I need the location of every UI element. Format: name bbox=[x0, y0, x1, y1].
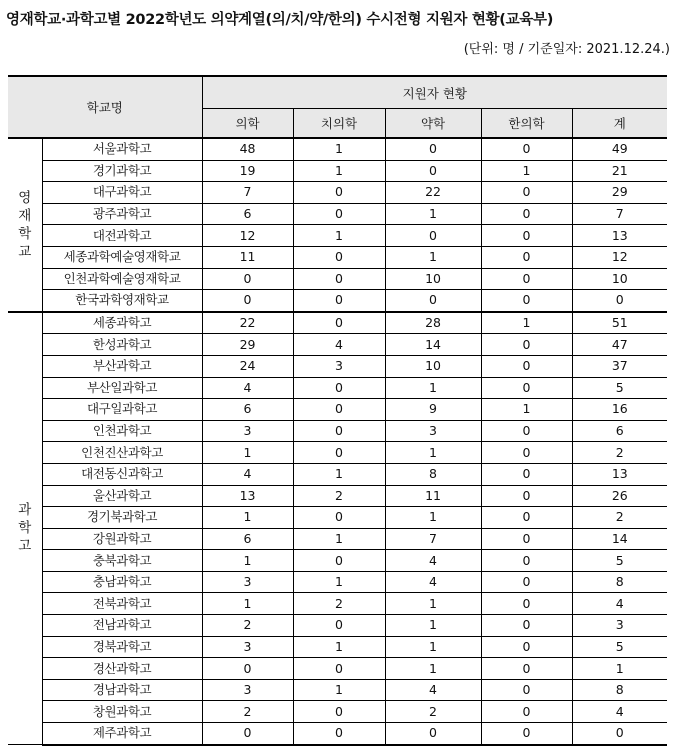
table-row bbox=[8, 571, 667, 593]
medicine-count-cell: 12 bbox=[202, 225, 293, 247]
oriental-medicine-count-cell: 0 bbox=[481, 636, 572, 658]
table-row bbox=[8, 442, 667, 464]
school-name-cell: 강원과학고 bbox=[42, 528, 202, 550]
oriental-medicine-count-cell: 0 bbox=[481, 203, 572, 225]
medicine-count-cell: 48 bbox=[202, 138, 293, 160]
total-count-cell: 29 bbox=[572, 182, 667, 204]
table-row bbox=[8, 507, 667, 529]
group-label-gifted-schools bbox=[8, 138, 42, 312]
medicine-count-cell: 7 bbox=[202, 182, 293, 204]
pharmacy-count-cell: 1 bbox=[385, 658, 481, 680]
table-row bbox=[8, 528, 667, 550]
table-row bbox=[8, 225, 667, 247]
total-count-cell: 51 bbox=[572, 312, 667, 334]
oriental-medicine-count-cell: 0 bbox=[481, 182, 572, 204]
unit-and-date-note: (단위: 명 / 기준일자: 2021.12.24.) bbox=[463, 42, 670, 57]
medicine-count-cell: 19 bbox=[202, 160, 293, 182]
document-title: 영재학교·과학고별 2022학년도 의약계열(의/치/약/한의) 수시전형 지원자 현황(교육부) bbox=[6, 12, 554, 28]
dentistry-count-cell: 0 bbox=[293, 399, 385, 421]
total-count-cell: 0 bbox=[572, 723, 667, 745]
oriental-medicine-count-cell: 0 bbox=[481, 593, 572, 615]
dentistry-count-cell: 0 bbox=[293, 420, 385, 442]
oriental-medicine-count-cell: 0 bbox=[481, 225, 572, 247]
oriental-medicine-count-cell: 0 bbox=[481, 377, 572, 399]
dentistry-count-cell: 0 bbox=[293, 507, 385, 529]
school-name-cell: 경기과학고 bbox=[42, 160, 202, 182]
oriental-medicine-count-cell: 0 bbox=[481, 615, 572, 637]
total-count-cell: 3 bbox=[572, 615, 667, 637]
table-row bbox=[8, 420, 667, 442]
pharmacy-count-cell: 8 bbox=[385, 463, 481, 485]
dentistry-count-cell: 3 bbox=[293, 355, 385, 377]
applicant-statistics-table bbox=[8, 75, 667, 746]
dentistry-count-cell: 0 bbox=[293, 268, 385, 290]
table-row bbox=[8, 246, 667, 268]
pharmacy-count-cell: 7 bbox=[385, 528, 481, 550]
medicine-count-cell: 13 bbox=[202, 485, 293, 507]
oriental-medicine-count-cell: 0 bbox=[481, 679, 572, 701]
total-count-cell: 0 bbox=[572, 290, 667, 312]
oriental-medicine-count-cell: 0 bbox=[481, 658, 572, 680]
pharmacy-count-cell: 9 bbox=[385, 399, 481, 421]
dentistry-count-cell: 0 bbox=[293, 203, 385, 225]
oriental-medicine-count-cell: 0 bbox=[481, 463, 572, 485]
table-row bbox=[8, 334, 667, 356]
table-row bbox=[8, 355, 667, 377]
total-count-cell: 26 bbox=[572, 485, 667, 507]
dentistry-count-cell: 1 bbox=[293, 160, 385, 182]
oriental-medicine-count-cell: 0 bbox=[481, 442, 572, 464]
school-name-cell: 인천진산과학고 bbox=[42, 442, 202, 464]
oriental-medicine-count-cell: 0 bbox=[481, 571, 572, 593]
total-count-cell: 2 bbox=[572, 507, 667, 529]
dentistry-count-cell: 0 bbox=[293, 658, 385, 680]
medicine-count-cell: 4 bbox=[202, 463, 293, 485]
medicine-count-cell: 22 bbox=[202, 312, 293, 334]
oriental-medicine-count-cell: 1 bbox=[481, 160, 572, 182]
school-name-cell: 부산일과학고 bbox=[42, 377, 202, 399]
medicine-count-cell: 1 bbox=[202, 550, 293, 572]
group-label-char: 재 bbox=[18, 207, 32, 224]
total-count-cell: 5 bbox=[572, 636, 667, 658]
pharmacy-count-cell: 14 bbox=[385, 334, 481, 356]
pharmacy-count-cell: 10 bbox=[385, 355, 481, 377]
total-count-cell: 14 bbox=[572, 528, 667, 550]
school-name-cell: 경남과학고 bbox=[42, 679, 202, 701]
column-header-oriental-medicine: 한의학 bbox=[481, 109, 572, 139]
dentistry-count-cell: 0 bbox=[293, 377, 385, 399]
total-count-cell: 37 bbox=[572, 355, 667, 377]
table-row bbox=[8, 138, 667, 160]
table-row bbox=[8, 550, 667, 572]
medicine-count-cell: 6 bbox=[202, 399, 293, 421]
pharmacy-count-cell: 1 bbox=[385, 246, 481, 268]
school-name-cell: 세종과학고 bbox=[42, 312, 202, 334]
dentistry-count-cell: 0 bbox=[293, 182, 385, 204]
dentistry-count-cell: 2 bbox=[293, 593, 385, 615]
table-row bbox=[8, 203, 667, 225]
table-row bbox=[8, 160, 667, 182]
pharmacy-count-cell: 3 bbox=[385, 420, 481, 442]
pharmacy-count-cell: 2 bbox=[385, 701, 481, 723]
group-label-char: 고 bbox=[18, 538, 32, 555]
medicine-count-cell: 0 bbox=[202, 268, 293, 290]
dentistry-count-cell: 0 bbox=[293, 615, 385, 637]
school-name-cell: 울산과학고 bbox=[42, 485, 202, 507]
table-row bbox=[8, 658, 667, 680]
school-name-cell: 부산과학고 bbox=[42, 355, 202, 377]
school-name-cell: 경기북과학고 bbox=[42, 507, 202, 529]
medicine-count-cell: 3 bbox=[202, 420, 293, 442]
table-body bbox=[8, 138, 667, 745]
medicine-count-cell: 0 bbox=[202, 658, 293, 680]
pharmacy-count-cell: 22 bbox=[385, 182, 481, 204]
pharmacy-count-cell: 1 bbox=[385, 203, 481, 225]
school-name-cell: 경산과학고 bbox=[42, 658, 202, 680]
oriental-medicine-count-cell: 0 bbox=[481, 268, 572, 290]
pharmacy-count-cell: 1 bbox=[385, 636, 481, 658]
group-label-char: 영 bbox=[18, 189, 32, 206]
dentistry-count-cell: 0 bbox=[293, 312, 385, 334]
oriental-medicine-count-cell: 1 bbox=[481, 399, 572, 421]
dentistry-count-cell: 1 bbox=[293, 636, 385, 658]
pharmacy-count-cell: 0 bbox=[385, 225, 481, 247]
total-count-cell: 10 bbox=[572, 268, 667, 290]
medicine-count-cell: 6 bbox=[202, 203, 293, 225]
column-header-medicine: 의학 bbox=[202, 109, 293, 139]
medicine-count-cell: 29 bbox=[202, 334, 293, 356]
table-row bbox=[8, 615, 667, 637]
total-count-cell: 2 bbox=[572, 442, 667, 464]
school-name-cell: 전북과학고 bbox=[42, 593, 202, 615]
dentistry-count-cell: 2 bbox=[293, 485, 385, 507]
medicine-count-cell: 1 bbox=[202, 442, 293, 464]
pharmacy-count-cell: 1 bbox=[385, 442, 481, 464]
medicine-count-cell: 2 bbox=[202, 701, 293, 723]
pharmacy-count-cell: 28 bbox=[385, 312, 481, 334]
medicine-count-cell: 24 bbox=[202, 355, 293, 377]
dentistry-count-cell: 1 bbox=[293, 528, 385, 550]
oriental-medicine-count-cell: 0 bbox=[481, 246, 572, 268]
oriental-medicine-count-cell: 0 bbox=[481, 420, 572, 442]
dentistry-count-cell: 0 bbox=[293, 290, 385, 312]
table-header bbox=[8, 76, 667, 138]
total-count-cell: 8 bbox=[572, 679, 667, 701]
medicine-count-cell: 11 bbox=[202, 246, 293, 268]
school-name-cell: 대구과학고 bbox=[42, 182, 202, 204]
school-name-cell: 충북과학고 bbox=[42, 550, 202, 572]
table-row bbox=[8, 377, 667, 399]
pharmacy-count-cell: 0 bbox=[385, 160, 481, 182]
table-row bbox=[8, 701, 667, 723]
total-count-cell: 21 bbox=[572, 160, 667, 182]
table-row bbox=[8, 485, 667, 507]
group-label-char: 과 bbox=[18, 502, 32, 519]
dentistry-count-cell: 0 bbox=[293, 701, 385, 723]
table-row bbox=[8, 268, 667, 290]
pharmacy-count-cell: 0 bbox=[385, 290, 481, 312]
oriental-medicine-count-cell: 0 bbox=[481, 507, 572, 529]
school-name-cell: 인천과학예술영재학교 bbox=[42, 268, 202, 290]
table-row bbox=[8, 312, 667, 334]
pharmacy-count-cell: 0 bbox=[385, 138, 481, 160]
total-count-cell: 5 bbox=[572, 377, 667, 399]
oriental-medicine-count-cell: 0 bbox=[481, 701, 572, 723]
total-count-cell: 8 bbox=[572, 571, 667, 593]
medicine-count-cell: 3 bbox=[202, 636, 293, 658]
pharmacy-count-cell: 0 bbox=[385, 723, 481, 745]
table-row bbox=[8, 399, 667, 421]
dentistry-count-cell: 1 bbox=[293, 225, 385, 247]
pharmacy-count-cell: 1 bbox=[385, 615, 481, 637]
school-name-cell: 인천과학고 bbox=[42, 420, 202, 442]
pharmacy-count-cell: 1 bbox=[385, 593, 481, 615]
school-name-cell: 창원과학고 bbox=[42, 701, 202, 723]
pharmacy-count-cell: 10 bbox=[385, 268, 481, 290]
medicine-count-cell: 0 bbox=[202, 723, 293, 745]
school-name-cell: 경북과학고 bbox=[42, 636, 202, 658]
total-count-cell: 16 bbox=[572, 399, 667, 421]
table-row bbox=[8, 723, 667, 745]
oriental-medicine-count-cell: 0 bbox=[481, 485, 572, 507]
medicine-count-cell: 6 bbox=[202, 528, 293, 550]
school-name-cell: 한성과학고 bbox=[42, 334, 202, 356]
dentistry-count-cell: 0 bbox=[293, 246, 385, 268]
pharmacy-count-cell: 4 bbox=[385, 550, 481, 572]
medicine-count-cell: 3 bbox=[202, 571, 293, 593]
school-name-cell: 서울과학고 bbox=[42, 138, 202, 160]
dentistry-count-cell: 1 bbox=[293, 463, 385, 485]
oriental-medicine-count-cell: 0 bbox=[481, 138, 572, 160]
school-name-cell: 한국과학영재학교 bbox=[42, 290, 202, 312]
medicine-count-cell: 0 bbox=[202, 290, 293, 312]
dentistry-count-cell: 1 bbox=[293, 679, 385, 701]
medicine-count-cell: 4 bbox=[202, 377, 293, 399]
pharmacy-count-cell: 11 bbox=[385, 485, 481, 507]
group-label-science-high-schools bbox=[8, 312, 42, 745]
dentistry-count-cell: 0 bbox=[293, 550, 385, 572]
medicine-count-cell: 3 bbox=[202, 679, 293, 701]
column-header-pharmacy: 약학 bbox=[385, 109, 481, 139]
group-label-char: 학 bbox=[18, 225, 32, 242]
table-row bbox=[8, 182, 667, 204]
total-count-cell: 13 bbox=[572, 225, 667, 247]
dentistry-count-cell: 1 bbox=[293, 571, 385, 593]
school-name-cell: 대전과학고 bbox=[42, 225, 202, 247]
total-count-cell: 13 bbox=[572, 463, 667, 485]
group-label-char: 교 bbox=[18, 243, 32, 260]
school-name-cell: 광주과학고 bbox=[42, 203, 202, 225]
total-count-cell: 47 bbox=[572, 334, 667, 356]
table-row bbox=[8, 679, 667, 701]
oriental-medicine-count-cell: 0 bbox=[481, 528, 572, 550]
oriental-medicine-count-cell: 0 bbox=[481, 550, 572, 572]
total-count-cell: 6 bbox=[572, 420, 667, 442]
total-count-cell: 5 bbox=[572, 550, 667, 572]
school-name-cell: 대구일과학고 bbox=[42, 399, 202, 421]
applicant-status-header: 지원자 현황 bbox=[202, 76, 667, 109]
total-count-cell: 4 bbox=[572, 701, 667, 723]
school-name-cell: 제주과학고 bbox=[42, 723, 202, 745]
pharmacy-count-cell: 4 bbox=[385, 679, 481, 701]
table-row bbox=[8, 593, 667, 615]
oriental-medicine-count-cell: 0 bbox=[481, 290, 572, 312]
pharmacy-count-cell: 1 bbox=[385, 507, 481, 529]
dentistry-count-cell: 4 bbox=[293, 334, 385, 356]
pharmacy-count-cell: 1 bbox=[385, 377, 481, 399]
school-name-cell: 충남과학고 bbox=[42, 571, 202, 593]
medicine-count-cell: 2 bbox=[202, 615, 293, 637]
table-row bbox=[8, 290, 667, 312]
medicine-count-cell: 1 bbox=[202, 507, 293, 529]
table-row bbox=[8, 463, 667, 485]
column-header-total: 계 bbox=[572, 109, 667, 139]
oriental-medicine-count-cell: 0 bbox=[481, 723, 572, 745]
oriental-medicine-count-cell: 0 bbox=[481, 334, 572, 356]
group-label-char: 학 bbox=[18, 520, 32, 537]
pharmacy-count-cell: 4 bbox=[385, 571, 481, 593]
school-name-cell: 전남과학고 bbox=[42, 615, 202, 637]
total-count-cell: 12 bbox=[572, 246, 667, 268]
table-row bbox=[8, 636, 667, 658]
dentistry-count-cell: 0 bbox=[293, 442, 385, 464]
medicine-count-cell: 1 bbox=[202, 593, 293, 615]
dentistry-count-cell: 1 bbox=[293, 138, 385, 160]
total-count-cell: 49 bbox=[572, 138, 667, 160]
oriental-medicine-count-cell: 1 bbox=[481, 312, 572, 334]
dentistry-count-cell: 0 bbox=[293, 723, 385, 745]
total-count-cell: 1 bbox=[572, 658, 667, 680]
school-name-header: 학교명 bbox=[8, 76, 202, 138]
school-name-cell: 대전동신과학고 bbox=[42, 463, 202, 485]
column-header-dentistry: 치의학 bbox=[293, 109, 385, 139]
total-count-cell: 4 bbox=[572, 593, 667, 615]
header-row-top bbox=[8, 76, 667, 109]
oriental-medicine-count-cell: 0 bbox=[481, 355, 572, 377]
total-count-cell: 7 bbox=[572, 203, 667, 225]
school-name-cell: 세종과학예술영재학교 bbox=[42, 246, 202, 268]
